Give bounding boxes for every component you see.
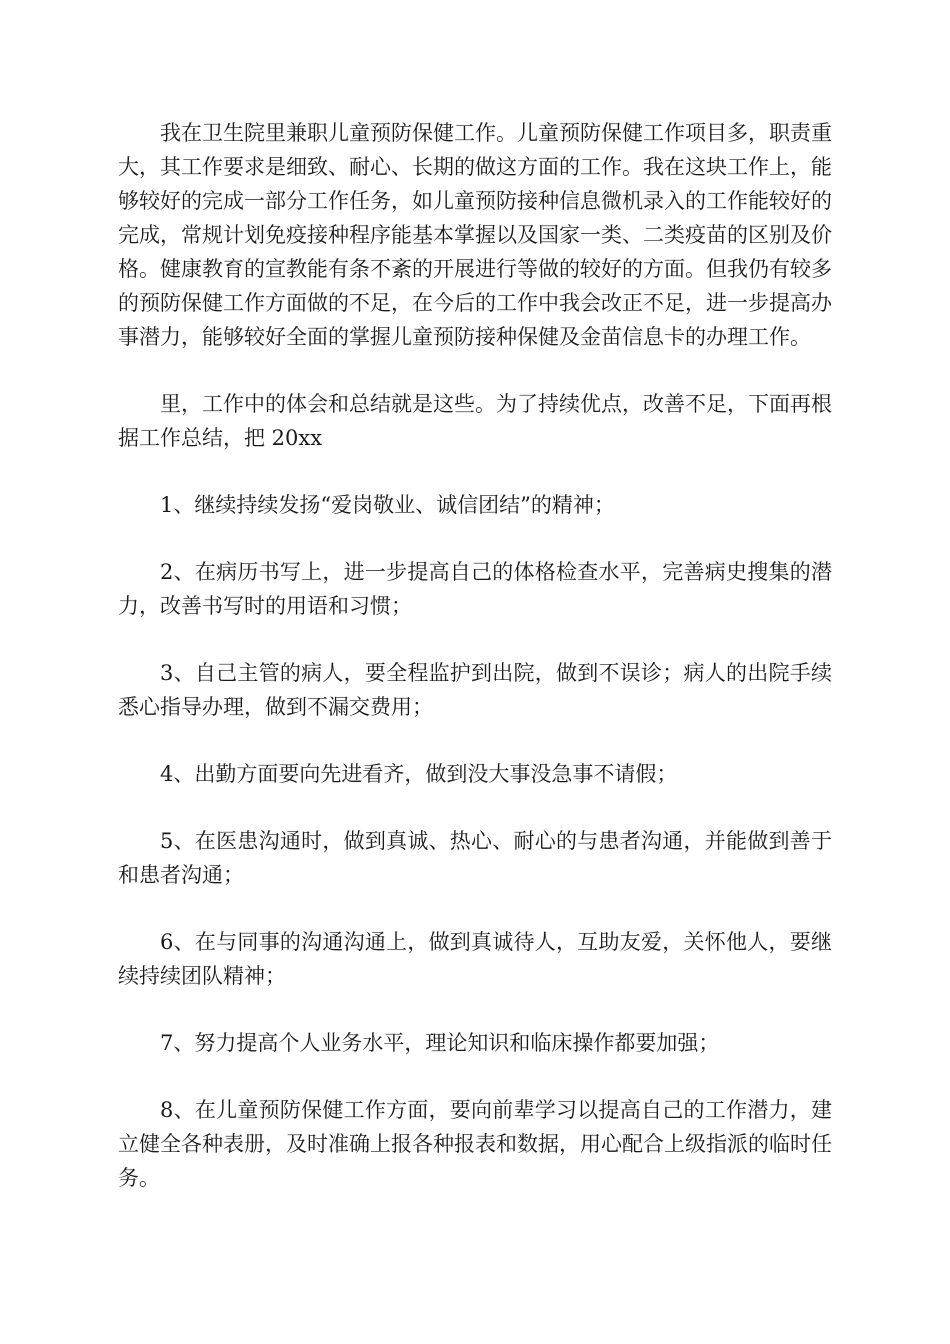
list-item-4: 4、出勤方面要向先进看齐，做到没大事没急事不请假；: [160, 762, 678, 786]
list-item-7: 7、努力提高个人业务水平，理论知识和临床操作都要加强；: [160, 1031, 720, 1055]
document-page: [118, 116, 832, 1195]
list-item-5: 5、在医患沟通时，做到真诚、热心、耐心的与患者沟通，并能做到善于和患者沟通；: [118, 829, 832, 887]
list-item-3: 3、自己主管的病人，要全程监护到出院，做到不误诊；病人的出院手续悉心指导办理，做到不漏交费用；: [118, 661, 832, 719]
list-item-8: 8、在儿童预防保健工作方面，要向前辈学习以提高自己的工作潜力，建立健全各种表册，及时准确上报各种报表和数据，用心配合上级指派的临时任务。: [118, 1098, 832, 1190]
summary-paragraph: 里，工作中的体会和总结就是这些。为了持续优点，改善不足，下面再根据工作总结，把 20xx: [118, 392, 832, 450]
intro-paragraph: 我在卫生院里兼职儿童预防保健工作。儿童预防保健工作项目多，职责重大，其工作要求是细致、耐心、长期的做这方面的工作。我在这块工作上，能够较好的完成一部分工作任务，如儿童预防接种信息微机录入的工作能较好的完成，常规计划免疫接种程序能基本掌握以及国家一类、二类疫苗的区别及价格。健康教育的宣教能有条不紊的开展进行等做的较好的方面。但我仍有较多的预防保健工作方面做的不足，在今后的工作中我会改正不足，进一步提高办事潜力，能够较好全面的掌握儿童预防接种保健及金苗信息卡的办理工作。: [118, 121, 832, 349]
list-item-2: 2、在病历书写上，进一步提高自己的体格检查水平，完善病史搜集的潜力，改善书写时的用语和习惯；: [118, 560, 832, 618]
list-item-6: 6、在与同事的沟通沟通上，做到真诚待人，互助友爱，关怀他人，要继续持续团队精神；: [118, 930, 832, 988]
list-item-1: 1、继续持续发扬“爱岗敬业、诚信团结”的精神；: [160, 493, 615, 517]
